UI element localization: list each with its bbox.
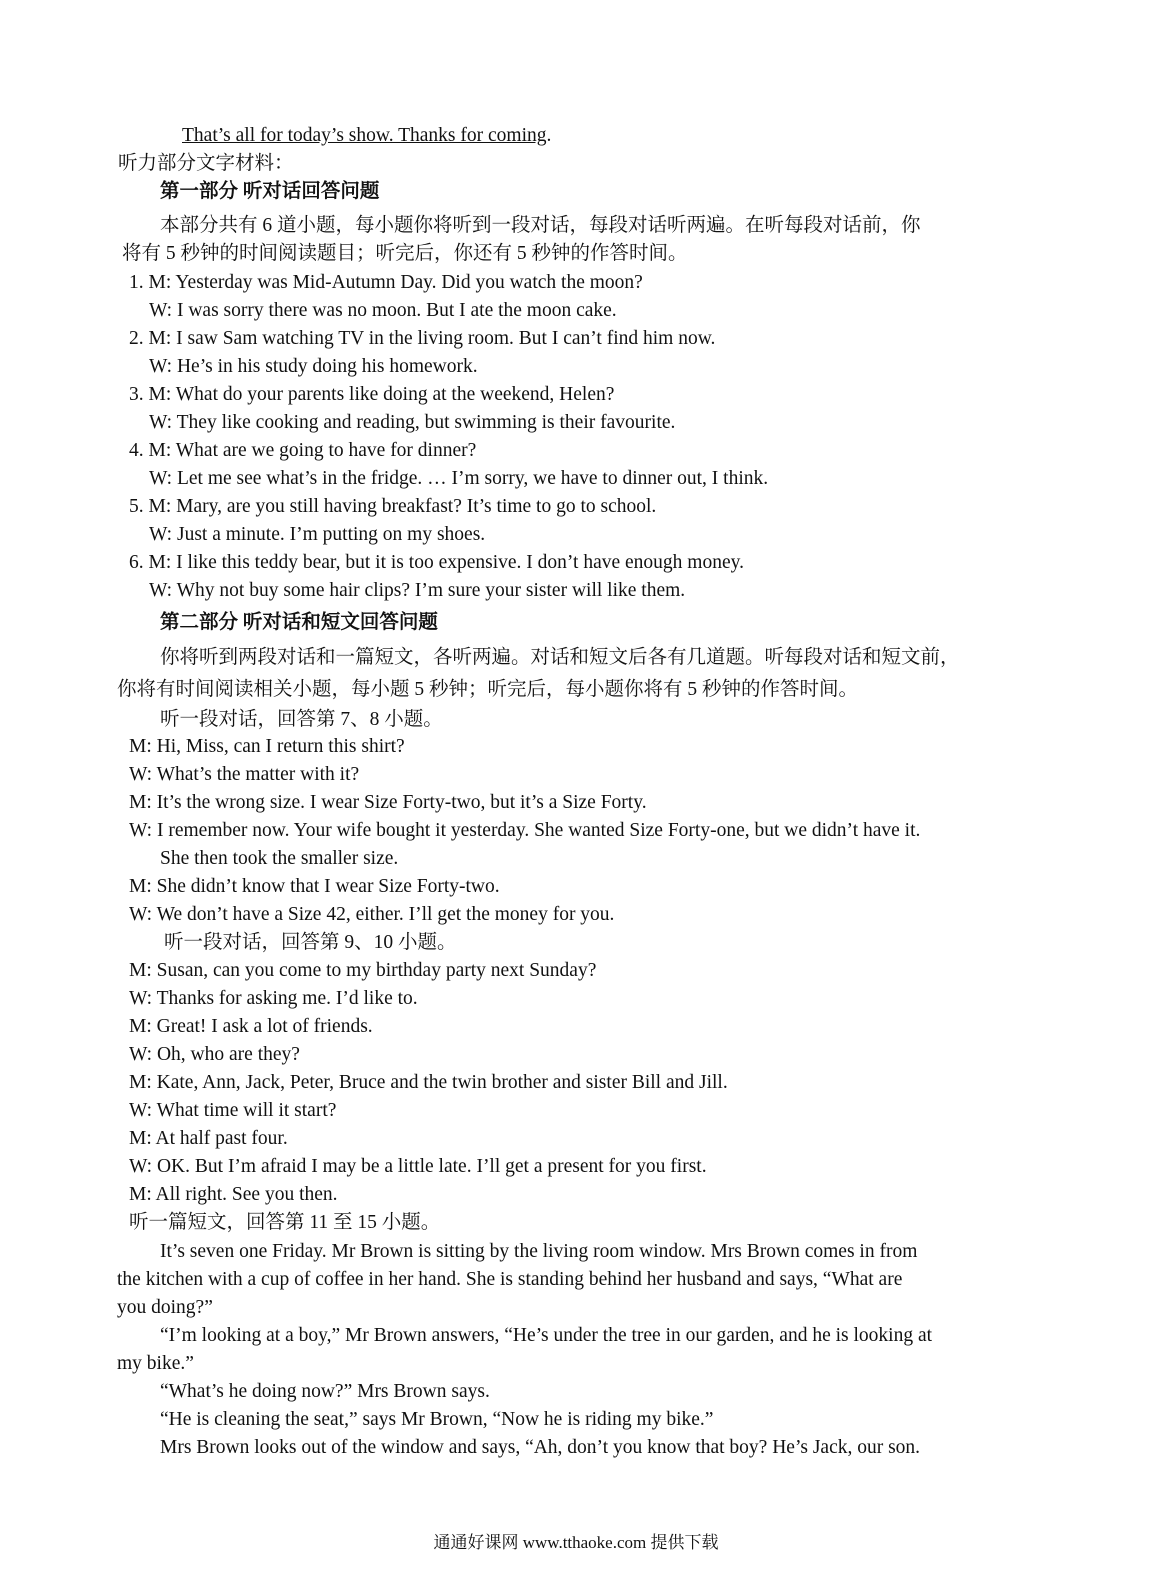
dialog-line: W: He’s in his study doing his homework. [149,356,478,377]
part1-instruction-line2: 将有 5 秒钟的时间阅读题目；听完后，你还有 5 秒钟的作答时间。 [122,243,688,264]
dialog-line: M: Great! I ask a lot of friends. [129,1016,373,1037]
dialog-line: W: Let me see what’s in the fridge. … I’m sorry, we have to dinner out, I think. [149,468,769,489]
part2-instruction-line2: 你将有时间阅读相关小题，每小题 5 秒钟；听完后，每小题你将有 5 秒钟的作答时间。 [117,679,859,700]
dialog2-heading: 听一段对话，回答第 9、10 小题。 [164,932,457,953]
dialog-line: W: Thanks for asking me. I’d like to. [129,988,418,1009]
part2-instruction-line1: 你将听到两段对话和一篇短文，各听两遍。对话和短文后各有几道题。听每段对话和短文前， [160,647,960,668]
passage-heading: 听一篇短文，回答第 11 至 15 小题。 [129,1212,441,1233]
dialog1-heading: 听一段对话，回答第 7、8 小题。 [160,709,443,730]
dialog-line: M: Susan, can you come to my birthday party next Sunday? [129,960,597,981]
dialog-line: W: We don’t have a Size 42, either. I’ll get the money for you. [129,904,615,925]
dialog-line: 3. M: What do your parents like doing at the weekend, Helen? [129,384,615,405]
dialog-line: 6. M: I like this teddy bear, but it is too expensive. I don’t have enough money. [129,552,744,573]
dialog-line: W: What’s the matter with it? [129,764,360,785]
part2-title: 第二部分 听对话和短文回答问题 [160,612,438,633]
passage-line: “What’s he doing now?” Mrs Brown says. [160,1381,490,1402]
dialog-line: M: All right. See you then. [129,1184,338,1205]
dialog-line: 1. M: Yesterday was Mid-Autumn Day. Did you watch the moon? [129,272,643,293]
dialog-line: W: OK. But I’m afraid I may be a little late. I’ll get a present for you first. [129,1156,707,1177]
passage-line: It’s seven one Friday. Mr Brown is sitting by the living room window. Mrs Brown comes in from [160,1241,918,1262]
passage-line: my bike.” [117,1353,194,1374]
dialog-line: W: Oh, who are they? [129,1044,300,1065]
dialog-line: W: I remember now. Your wife bought it yesterday. She wanted Size Forty-one, but we didn’t have it. [129,820,921,841]
passage-line: the kitchen with a cup of coffee in her hand. She is standing behind her husband and says, “What are [117,1269,903,1290]
dialog-line: M: She didn’t know that I wear Size Forty-two. [129,876,500,897]
closing-line-period: . [546,125,552,146]
page-footer: 通通好课网 www.tthaoke.com 提供下载 [433,1533,719,1552]
dialog-line: W: I was sorry there was no moon. But I ate the moon cake. [149,300,617,321]
part1-instruction-line1: 本部分共有 6 道小题，每小题你将听到一段对话，每段对话听两遍。在听每段对话前，你 [160,215,921,236]
passage-line: you doing?” [117,1297,213,1318]
dialog-line: W: Why not buy some hair clips? I’m sure your sister will like them. [149,580,686,601]
dialog-line: M: Hi, Miss, can I return this shirt? [129,736,405,757]
dialog-line: W: What time will it start? [129,1100,337,1121]
dialog-line: 2. M: I saw Sam watching TV in the living room. But I can’t find him now. [129,328,716,349]
passage-line: “I’m looking at a boy,” Mr Brown answers, “He’s under the tree in our garden, and he is looking at [160,1325,933,1346]
dialog-line: 4. M: What are we going to have for dinner? [129,440,477,461]
dialog-line: M: Kate, Ann, Jack, Peter, Bruce and the twin brother and sister Bill and Jill. [129,1072,728,1093]
dialog-line: 5. M: Mary, are you still having breakfast? It’s time to go to school. [129,496,657,517]
closing-line [182,124,551,148]
closing-line-text: That’s all for today’s show. Thanks for coming [182,125,547,146]
passage-line: “He is cleaning the seat,” says Mr Brown, “Now he is riding my bike.” [160,1409,714,1430]
part1-title: 第一部分 听对话回答问题 [160,181,380,202]
dialog-line: W: They like cooking and reading, but swimming is their favourite. [149,412,676,433]
dialog-line: W: Just a minute. I’m putting on my shoes. [149,524,486,545]
dialog-line: She then took the smaller size. [160,848,399,869]
materials-heading: 听力部分文字材料： [118,153,294,174]
passage-line: Mrs Brown looks out of the window and says, “Ah, don’t you know that boy? He’s Jack, our son. [160,1437,921,1458]
dialog-line: M: At half past four. [129,1128,288,1149]
dialog-line: M: It’s the wrong size. I wear Size Forty-two, but it’s a Size Forty. [129,792,647,813]
